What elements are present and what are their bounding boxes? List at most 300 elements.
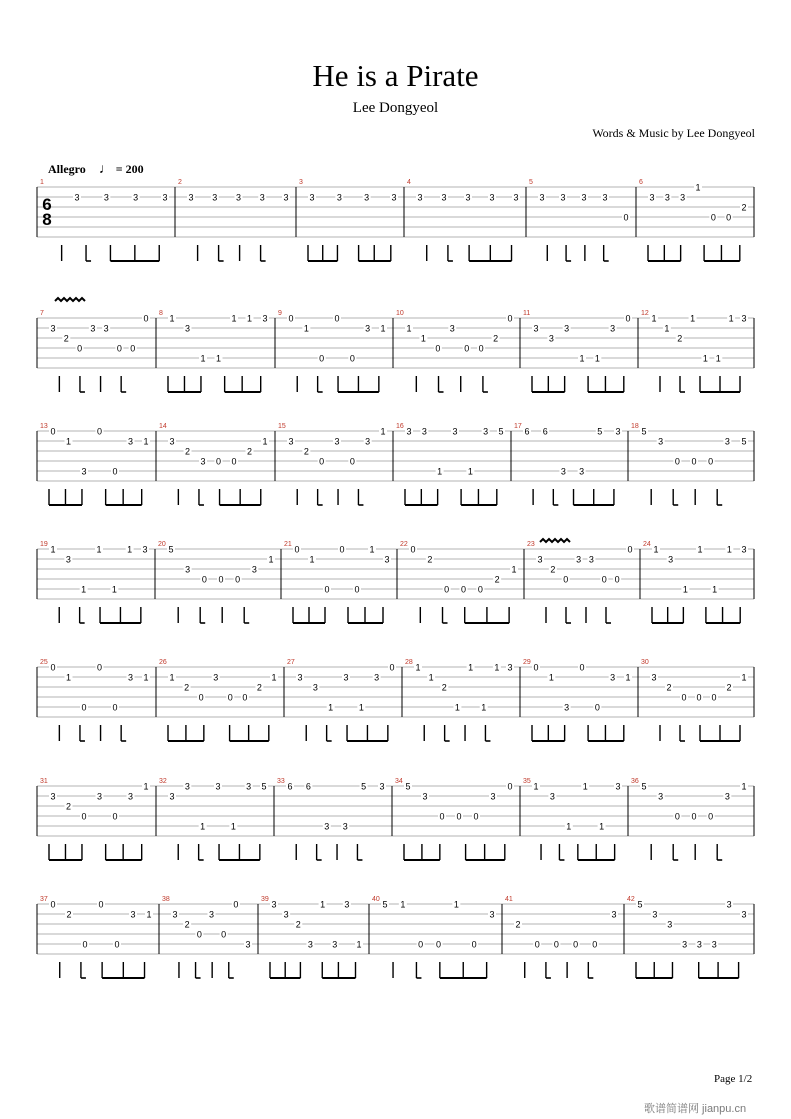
measure-number: 17 (514, 423, 522, 430)
fret-number: 5 (382, 899, 388, 910)
fret-number: 3 (251, 564, 257, 575)
fret-number: 3 (74, 192, 80, 203)
fret-number: 3 (564, 323, 570, 334)
fret-number: 0 (288, 313, 294, 324)
fret-number: 3 (271, 899, 277, 910)
fret-number: 3 (579, 466, 585, 477)
fret-number: 3 (668, 554, 674, 565)
measure-number: 14 (159, 423, 167, 430)
fret-number: 1 (415, 662, 421, 673)
fret-number: 3 (169, 436, 175, 447)
fret-number: 3 (548, 333, 554, 344)
fret-number: 1 (369, 544, 375, 555)
fret-number: 1 (303, 323, 309, 334)
fret-number: 1 (328, 702, 334, 713)
fret-number: 1 (712, 584, 718, 595)
fret-number: 1 (625, 672, 631, 683)
fret-number: 0 (473, 811, 479, 822)
fret-number: 1 (65, 436, 72, 447)
fret-number: 0 (143, 313, 149, 324)
measure-number: 1 (40, 179, 44, 186)
fret-number: 3 (513, 192, 519, 203)
fret-number: 3 (588, 554, 594, 565)
fret-number: 3 (212, 192, 218, 203)
fret-number: 0 (215, 456, 222, 467)
measure-number: 12 (641, 310, 649, 317)
fret-number: 2 (726, 682, 732, 693)
fret-number: 1 (741, 672, 747, 683)
fret-number: 1 (599, 821, 605, 832)
fret-number: 0 (477, 584, 483, 595)
fret-number: 1 (454, 702, 460, 713)
fret-number: 3 (581, 192, 587, 203)
fret-number: 3 (127, 436, 134, 447)
measure-number: 4 (407, 179, 411, 186)
fret-number: 3 (465, 192, 471, 203)
measure-number: 31 (40, 778, 48, 785)
fret-number: 1 (682, 584, 688, 595)
fret-number: 3 (342, 821, 348, 832)
fret-number: 1 (726, 544, 732, 555)
fret-number: 3 (103, 192, 109, 203)
fret-number: 0 (534, 939, 540, 950)
fret-number: 1 (579, 353, 585, 364)
fret-number: 0 (533, 662, 539, 673)
fret-number: 3 (680, 192, 686, 203)
fret-number: 3 (336, 192, 342, 203)
measure-number: 9 (278, 310, 282, 317)
measure-number: 16 (396, 423, 404, 430)
fret-number: 1 (400, 899, 406, 910)
fret-number: 3 (262, 313, 268, 324)
fret-number: 0 (242, 692, 248, 703)
fret-number: 6 (287, 781, 293, 792)
measure-number: 22 (400, 541, 408, 548)
measure-number: 41 (505, 896, 513, 903)
fret-number: 0 (623, 212, 629, 223)
measure-number: 32 (159, 778, 167, 785)
fret-number: 0 (627, 544, 633, 555)
fret-number: 3 (334, 436, 340, 447)
measure-number: 6 (639, 179, 643, 186)
fret-number: 3 (245, 939, 251, 950)
fret-number: 0 (339, 544, 345, 555)
fret-number: 3 (283, 909, 289, 920)
fret-number: 0 (696, 692, 702, 703)
fret-number: 3 (615, 781, 621, 792)
fret-number: 0 (456, 811, 462, 822)
fret-number: 0 (231, 456, 237, 467)
fret-number: 1 (271, 672, 277, 683)
fret-number: 0 (294, 544, 300, 555)
fret-number: 1 (406, 323, 412, 334)
fret-number: 3 (560, 466, 566, 477)
fret-number: 0 (354, 584, 360, 595)
fret-number: 3 (507, 662, 513, 673)
fret-number: 0 (435, 939, 442, 950)
fret-number: 3 (611, 909, 617, 920)
fret-number: 2 (515, 919, 521, 930)
fret-number: 0 (708, 456, 714, 467)
measure-number: 11 (523, 310, 531, 317)
fret-number: 0 (625, 313, 631, 324)
fret-number: 1 (81, 584, 87, 595)
fret-number: 3 (309, 192, 315, 203)
fret-number: 2 (246, 446, 253, 457)
fret-number: 3 (200, 456, 206, 467)
fret-number: 2 (184, 682, 190, 693)
fret-number: 3 (682, 939, 688, 950)
measure-number: 35 (523, 778, 531, 785)
fret-number: 0 (601, 574, 607, 585)
fret-number: 3 (741, 544, 747, 555)
credit-line: Words & Music by Lee Dongyeol (592, 126, 755, 140)
fret-number: 1 (453, 899, 459, 910)
fret-number: 0 (112, 811, 118, 822)
fret-number: 0 (77, 343, 83, 354)
fret-number: 3 (288, 436, 294, 447)
fret-number: 1 (309, 554, 315, 565)
fret-number: 3 (332, 939, 338, 950)
fret-number: 0 (563, 574, 569, 585)
fret-number: 0 (112, 702, 118, 713)
fret-number: 0 (691, 811, 697, 822)
measure-number: 33 (277, 778, 285, 785)
fret-number: 3 (283, 192, 289, 203)
fret-number: 3 (537, 554, 543, 565)
fret-number: 6 (524, 426, 530, 437)
composer-name: Lee Dongyeol (352, 100, 439, 116)
fret-number: 1 (653, 544, 659, 555)
fret-number: 0 (324, 584, 330, 595)
fret-number: 0 (96, 662, 103, 673)
fret-number: 3 (652, 909, 658, 920)
measure-number: 13 (40, 423, 48, 430)
fret-number: 3 (564, 702, 570, 713)
fret-number: 3 (379, 781, 385, 792)
fret-number: 5 (405, 781, 411, 792)
fret-number: 3 (215, 781, 221, 792)
fret-number: 3 (169, 791, 175, 802)
measure-number: 7 (40, 310, 44, 317)
fret-number: 3 (441, 192, 447, 203)
fret-number: 5 (741, 436, 747, 447)
fret-number: 1 (582, 781, 588, 792)
fret-number: 1 (651, 313, 657, 324)
fret-number: 3 (651, 672, 657, 683)
fret-number: 5 (361, 781, 367, 792)
measure-number: 27 (287, 659, 295, 666)
measure-number: 34 (395, 778, 403, 785)
fret-number: 1 (169, 313, 175, 324)
fret-number: 1 (715, 353, 721, 364)
fret-number: 1 (380, 426, 386, 437)
fret-number: 0 (98, 899, 104, 910)
vibrato-mark (55, 298, 85, 301)
fret-number: 1 (533, 781, 539, 792)
fret-number: 0 (221, 929, 227, 940)
fret-number: 3 (133, 192, 139, 203)
measure-number: 25 (40, 659, 48, 666)
fret-number: 1 (695, 182, 701, 193)
fret-number: 3 (246, 781, 252, 792)
fret-number: 1 (200, 353, 206, 364)
fret-number: 0 (592, 939, 598, 950)
fret-number: 3 (172, 909, 178, 920)
fret-number: 3 (364, 192, 370, 203)
measure-number: 10 (396, 310, 404, 317)
fret-number: 3 (343, 672, 349, 683)
fret-number: 5 (498, 426, 504, 437)
fret-number: 3 (417, 192, 423, 203)
fret-number: 3 (365, 436, 371, 447)
measure-number: 5 (529, 179, 533, 186)
fret-number: 0 (410, 544, 416, 555)
fret-number: 0 (691, 456, 697, 467)
time-signature-bottom: 8 (42, 210, 52, 229)
fret-number: 0 (478, 343, 484, 354)
fret-number: 0 (81, 702, 87, 713)
fret-number: 1 (697, 544, 703, 555)
fret-number: 1 (566, 821, 572, 832)
measure-number: 21 (284, 541, 292, 548)
fret-number: 1 (481, 702, 487, 713)
measure-number: 42 (627, 896, 635, 903)
measure-number: 38 (162, 896, 170, 903)
fret-number: 3 (449, 323, 455, 334)
fret-number: 3 (50, 323, 56, 334)
fret-number: 2 (441, 682, 447, 693)
fret-number: 5 (597, 426, 603, 437)
measure-number: 2 (178, 179, 182, 186)
measure-number: 26 (159, 659, 167, 666)
fret-number: 3 (259, 192, 265, 203)
fret-number: 0 (439, 811, 445, 822)
fret-number: 0 (444, 584, 450, 595)
fret-number: 5 (168, 544, 174, 555)
fret-number: 0 (435, 343, 441, 354)
fret-number: 2 (184, 446, 191, 457)
fret-number: 3 (188, 192, 194, 203)
fret-number: 3 (421, 426, 427, 437)
fret-number: 5 (637, 899, 643, 910)
fret-number: 0 (507, 781, 513, 792)
fret-number: 0 (674, 811, 680, 822)
fret-number: 1 (127, 544, 133, 555)
fret-number: 0 (460, 584, 467, 595)
fret-number: 0 (471, 939, 477, 950)
fret-number: 3 (365, 323, 371, 334)
fret-number: 2 (303, 446, 309, 457)
measure-number: 20 (158, 541, 166, 548)
fret-number: 3 (142, 544, 148, 555)
fret-number: 1 (50, 544, 56, 555)
measure-number: 3 (299, 179, 303, 186)
fret-number: 6 (542, 426, 548, 437)
watermark: 歌谱简谱网 jianpu.cn (644, 1103, 747, 1115)
fret-number: 0 (319, 456, 325, 467)
fret-number: 1 (741, 781, 747, 792)
fret-number: 2 (493, 333, 499, 344)
fret-number: 3 (664, 192, 670, 203)
fret-number: 3 (130, 909, 136, 920)
fret-number: 1 (437, 466, 443, 477)
fret-number: 1 (468, 662, 474, 673)
fret-number: 5 (641, 781, 647, 792)
fret-number: 3 (560, 192, 566, 203)
fret-number: 0 (349, 456, 355, 467)
fret-number: 3 (658, 436, 664, 447)
fret-number: 3 (50, 791, 56, 802)
fret-number: 0 (81, 811, 87, 822)
measure-number: 28 (405, 659, 413, 666)
fret-number: 1 (96, 544, 102, 555)
fret-number: 3 (549, 791, 555, 802)
fret-number: 0 (130, 343, 136, 354)
fret-number: 0 (319, 353, 325, 364)
fret-number: 0 (116, 343, 122, 354)
fret-number: 2 (677, 333, 683, 344)
fret-number: 0 (196, 929, 202, 940)
fret-number: 1 (143, 781, 149, 792)
vibrato-mark (540, 539, 570, 542)
fret-number: 0 (711, 692, 717, 703)
fret-number: 0 (507, 313, 513, 324)
fret-number: 3 (741, 909, 747, 920)
fret-number: 3 (533, 323, 539, 334)
fret-number: 3 (384, 554, 390, 565)
fret-number: 0 (82, 939, 88, 950)
fret-number: 1 (65, 672, 72, 683)
fret-number: 1 (511, 564, 517, 575)
fret-number: 2 (66, 909, 72, 920)
fret-number: 0 (201, 574, 207, 585)
fret-number: 3 (127, 791, 134, 802)
fret-number: 1 (200, 821, 206, 832)
fret-number: 1 (215, 353, 222, 364)
fret-number: 3 (724, 791, 730, 802)
fret-number: 3 (391, 192, 397, 203)
fret-number: 1 (420, 333, 426, 344)
fret-number: 3 (610, 672, 616, 683)
fret-number: 2 (427, 554, 433, 565)
page-title: He is a Pirate (312, 58, 479, 93)
fret-number: 3 (489, 192, 495, 203)
fret-number: 0 (464, 343, 470, 354)
fret-number: 0 (681, 692, 687, 703)
fret-number: 1 (230, 821, 236, 832)
fret-number: 3 (576, 554, 582, 565)
fret-number: 0 (674, 456, 680, 467)
fret-number: 3 (213, 672, 219, 683)
fret-number: 5 (641, 426, 647, 437)
fret-number: 0 (112, 466, 118, 477)
fret-number: 0 (50, 426, 56, 437)
fret-number: 1 (231, 313, 237, 324)
fret-number: 1 (728, 313, 734, 324)
fret-number: 3 (307, 939, 313, 950)
fret-number: 1 (111, 584, 117, 595)
fret-number: 2 (65, 801, 72, 812)
measure-number: 19 (40, 541, 48, 548)
fret-number: 1 (356, 939, 362, 950)
fret-number: 1 (262, 436, 268, 447)
fret-number: 1 (690, 313, 696, 324)
page-number: Page 1/2 (714, 1073, 753, 1085)
tempo-label: Allegro (48, 162, 86, 176)
fret-number: 2 (741, 202, 747, 213)
fret-number: 0 (553, 939, 559, 950)
fret-number: 3 (724, 436, 730, 447)
fret-number: 5 (261, 781, 267, 792)
time-signature-top: 6 (42, 195, 52, 214)
fret-number: 2 (550, 564, 556, 575)
fret-number: 3 (127, 672, 134, 683)
measure-number: 18 (631, 423, 639, 430)
fret-number: 0 (235, 574, 241, 585)
fret-number: 3 (344, 899, 350, 910)
fret-number: 0 (198, 692, 204, 703)
fret-number: 0 (573, 939, 579, 950)
fret-number: 3 (184, 323, 191, 334)
fret-number: 3 (483, 426, 489, 437)
fret-number: 1 (380, 323, 386, 334)
fret-number: 0 (96, 426, 103, 437)
fret-number: 3 (539, 192, 545, 203)
fret-number: 2 (295, 919, 301, 930)
measure-number: 39 (261, 896, 269, 903)
fret-number: 0 (726, 212, 732, 223)
fret-number: 0 (227, 692, 233, 703)
fret-number: 3 (90, 323, 96, 334)
fret-number: 0 (218, 574, 224, 585)
fret-number: 3 (208, 909, 215, 920)
fret-number: 3 (726, 899, 732, 910)
fret-number: 1 (548, 672, 554, 683)
fret-number: 3 (658, 791, 664, 802)
fret-number: 1 (320, 899, 326, 910)
fret-number: 0 (334, 313, 340, 324)
fret-number: 0 (349, 353, 355, 364)
fret-number: 3 (452, 426, 458, 437)
fret-number: 3 (422, 791, 428, 802)
fret-number: 1 (143, 436, 149, 447)
measure-number: 15 (278, 423, 286, 430)
fret-number: 3 (235, 192, 242, 203)
fret-number: 3 (406, 426, 412, 437)
fret-number: 1 (143, 672, 149, 683)
fret-number: 3 (649, 192, 655, 203)
measure-number: 37 (40, 896, 48, 903)
fret-number: 0 (50, 662, 56, 673)
fret-number: 3 (185, 564, 191, 575)
fret-number: 1 (702, 353, 708, 364)
fret-number: 0 (389, 662, 395, 673)
fret-number: 3 (374, 672, 380, 683)
fret-number: 3 (489, 909, 495, 920)
fret-number: 2 (256, 682, 262, 693)
fret-number: 2 (63, 333, 69, 344)
fret-number: 3 (65, 554, 71, 565)
fret-number: 3 (667, 919, 673, 930)
fret-number: 3 (184, 781, 190, 792)
fret-number: 0 (50, 899, 56, 910)
fret-number: 2 (494, 574, 500, 585)
measure-number: 24 (643, 541, 651, 548)
fret-number: 2 (666, 682, 672, 693)
fret-number: 3 (696, 939, 702, 950)
measure-number: 36 (631, 778, 639, 785)
